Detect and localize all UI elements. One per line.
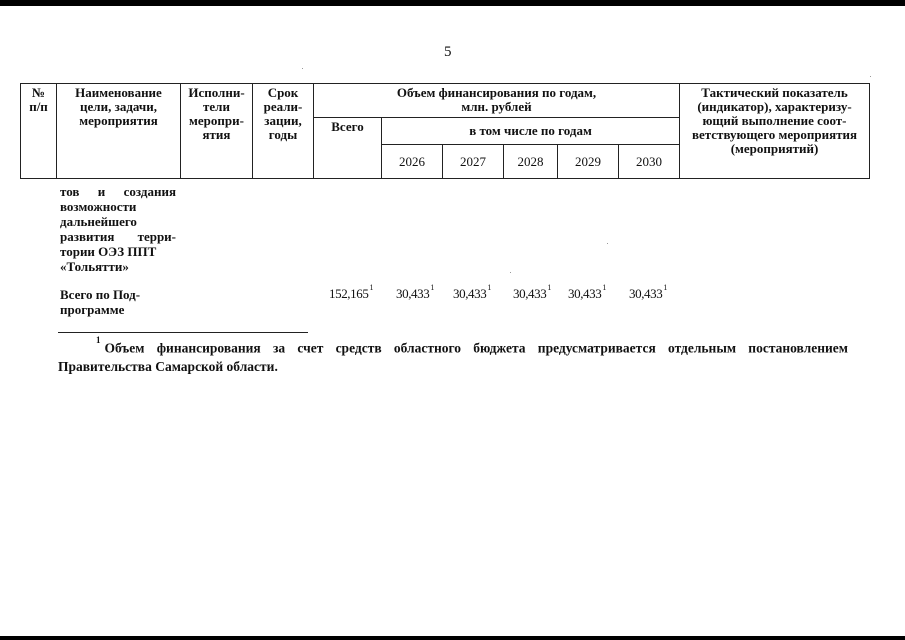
total-value-2027: [453, 283, 491, 302]
description-word: создания: [123, 184, 176, 199]
footnote-text: Объем финансирования за счет средств областного бюджета предусматривается отдельным постановлением Правительства Самарской области.: [58, 340, 848, 374]
scan-speck: [607, 243, 608, 244]
header-name: [57, 84, 181, 179]
value-text: 30,433: [513, 286, 547, 301]
header-term-line: годы: [268, 127, 298, 142]
scan-border-top: [0, 0, 905, 6]
header-executors-line: тели: [203, 99, 230, 114]
measure-description: [60, 184, 176, 274]
header-year-2026: 2026: [382, 145, 443, 179]
value-text: 152,165: [329, 286, 369, 301]
header-name-line: мероприятия: [79, 113, 158, 128]
header-by-years: в том числе по годам: [382, 118, 680, 145]
footnote-ref: 1: [430, 283, 434, 292]
financing-table: [20, 83, 870, 179]
scan-speck: [302, 68, 303, 69]
footnote-ref: 1: [602, 283, 606, 292]
value-text: 30,433: [629, 286, 663, 301]
header-executors: [181, 84, 253, 179]
header-name-line: цели, задачи,: [80, 99, 157, 114]
description-word: развития: [60, 229, 115, 244]
header-indicator: [680, 84, 870, 179]
description-line: тории ОЭЗ ППТ: [60, 244, 157, 259]
description-line: [60, 229, 176, 244]
header-term-line: Срок: [267, 85, 299, 100]
footnote-ref: 1: [369, 283, 374, 292]
header-financing-line: Объем финансирования по годам,: [396, 85, 597, 100]
description-line: «Тольятти»: [60, 259, 129, 274]
header-year-2029: 2029: [558, 145, 619, 179]
header-year-2030: 2030: [619, 145, 680, 179]
footnote-ref: 1: [663, 283, 667, 292]
header-indicator-line: (мероприятий): [730, 141, 819, 156]
total-value-2028: [513, 283, 551, 302]
header-term: [253, 84, 314, 179]
total-row-label: [60, 287, 170, 317]
header-term-line: реали-: [263, 99, 303, 114]
header-financing: [314, 84, 680, 118]
value-text: 30,433: [568, 286, 602, 301]
description-word: тов: [60, 184, 80, 199]
page-number: 5: [444, 44, 452, 60]
description-line: возможности: [60, 199, 137, 214]
footnote: [58, 335, 848, 376]
total-value-2030: [629, 283, 667, 302]
header-year-2028: 2028: [504, 145, 558, 179]
footnote-ref: 1: [547, 283, 551, 292]
scan-speck: [870, 76, 871, 77]
value-text: 30,433: [396, 286, 430, 301]
description-line: дальнейшего: [60, 214, 137, 229]
total-label-line: программе: [60, 302, 125, 317]
header-financing-line: млн. рублей: [461, 99, 532, 114]
header-year-2027: 2027: [443, 145, 504, 179]
header-indicator-line: (индикатор), характеризу-: [697, 99, 852, 114]
scan-speck: [510, 272, 511, 273]
footnote-separator: [58, 332, 308, 333]
total-value-2026: [396, 283, 434, 302]
header-term-line: зации,: [264, 113, 302, 128]
description-line: [60, 184, 176, 199]
header-num-line: №: [31, 85, 46, 100]
header-indicator-line: ветствующего мероприятия: [691, 127, 858, 142]
scan-border-bottom: [0, 636, 905, 640]
footnote-ref: 1: [487, 283, 491, 292]
header-executors-line: Исполни-: [188, 85, 245, 100]
header-executors-line: ятия: [202, 127, 231, 142]
total-value-all: [329, 283, 374, 302]
total-value-2029: [568, 283, 606, 302]
header-indicator-line: ющий выполнение соот-: [702, 113, 847, 128]
total-label-line: Всего по Под-: [60, 287, 141, 302]
description-word: терри-: [137, 229, 176, 244]
header-num: [21, 84, 57, 179]
value-text: 30,433: [453, 286, 487, 301]
header-indicator-line: Тактический показатель: [701, 85, 848, 100]
header-name-line: Наименование: [75, 85, 162, 100]
description-word: и: [97, 184, 106, 199]
footnote-mark: 1: [96, 335, 101, 345]
header-total: Всего: [314, 118, 382, 179]
header-executors-line: меропри-: [189, 113, 244, 128]
header-num-line: п/п: [29, 99, 48, 114]
